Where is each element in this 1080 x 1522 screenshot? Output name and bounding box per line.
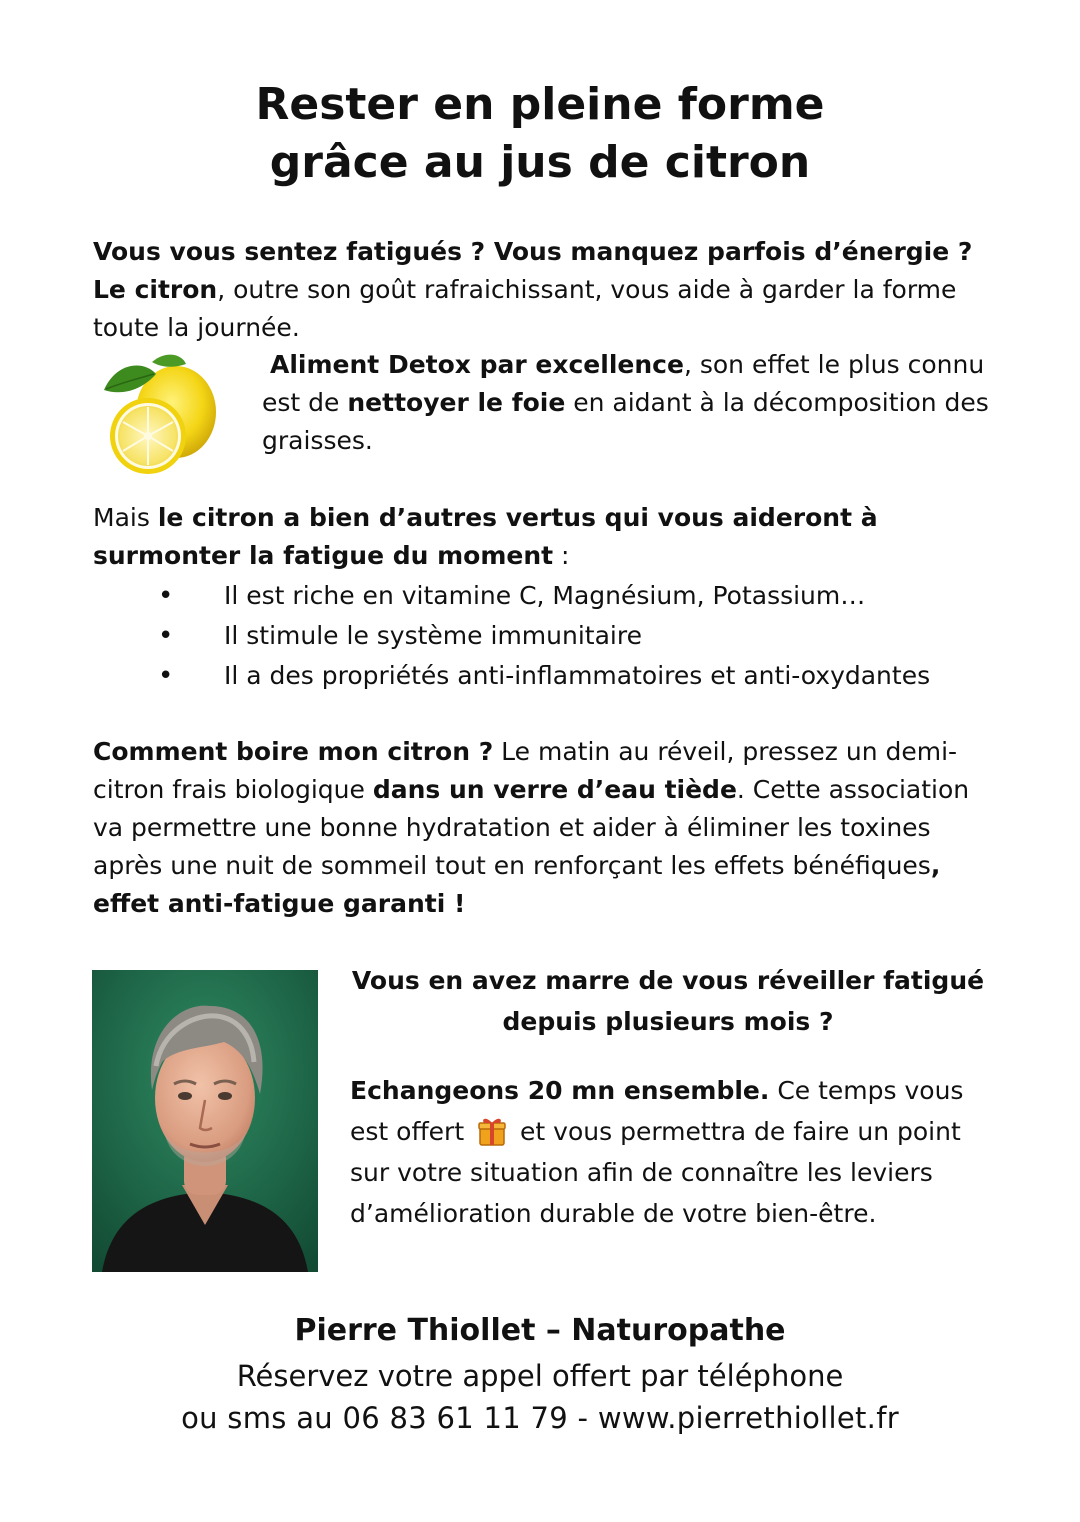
lemon-icon [96,352,226,477]
list-item: • Il est riche en vitamine C, Magnésium, Potassium… [150,576,930,616]
footer-booking-line: Réservez votre appel offert par téléphone [236,1359,844,1393]
detox-paragraph [262,346,992,460]
gift-icon [478,1116,506,1146]
promo-text-1: Ce temps vous est offert [350,1076,964,1146]
detox-bold-1: Aliment Detox par excellence [270,350,684,379]
promo-text-2: et vous permettra de faire un point sur votre situation afin de connaître les leviers d’amélioration durable de votre bien-être. [350,1117,961,1228]
intro-citron-bold: Le citron [93,275,218,304]
page-title [0,76,1080,192]
promo-bold: Echangeons 20 mn ensemble. [350,1076,770,1105]
vertus-bold: le citron a bien d’autres vertus qui vous aideront à surmonter la fatigue du moment [93,503,878,570]
list-item: • Il a des propriétés anti-inflammatoires et anti-oxydantes [150,656,930,696]
vertus-lead: Mais [93,503,158,532]
intro-paragraph [93,233,993,347]
footer-name: Pierre Thiollet – Naturopathe [294,1313,786,1348]
vertus-tail: : [553,541,570,570]
title-line-1: Rester en pleine forme [255,79,825,130]
footer-contact-line: ou sms au 06 83 61 11 79 - www.pierrethiollet.fr [181,1401,899,1435]
comment-bold-2: dans un verre d’eau tiède [372,775,737,804]
detox-text-2: en aidant à la décomposition des graisses. [262,388,989,455]
detox-text-1: , son effet le plus connu est de [262,350,985,417]
list-item: • Il stimule le système immunitaire [150,616,930,656]
promo-heading-line-1: Vous en avez marre de vous réveiller fatigué [351,966,985,995]
comment-text-1: Le matin au réveil, pressez un demi-citron frais biologique [93,737,958,804]
promo-heading [350,960,986,1042]
promo-paragraph [350,1070,970,1234]
promo-heading-line-2: depuis plusieurs mois ? [502,1007,834,1036]
vertus-list [150,576,930,696]
intro-question: Vous vous sentez fatigués ? Vous manquez parfois d’énergie ? [93,237,973,266]
vertus-paragraph [93,499,993,575]
detox-bold-2: nettoyer le foie [347,388,566,417]
portrait-photo [92,970,318,1272]
comment-bold-1: Comment boire mon citron ? [93,737,494,766]
comment-text-2: . Cette association va permettre une bonne hydratation et aider à éliminer les toxines après une nuit de sommeil tout en renforçant les effets bénéfiques [93,775,970,880]
comment-paragraph [93,733,993,923]
intro-citron-text: , outre son goût rafraichissant, vous aide à garder la forme toute la journée. [93,275,957,342]
comment-bold-3: , effet anti-fatigue garanti ! [93,851,941,918]
title-line-2: grâce au jus de citron [269,137,811,188]
